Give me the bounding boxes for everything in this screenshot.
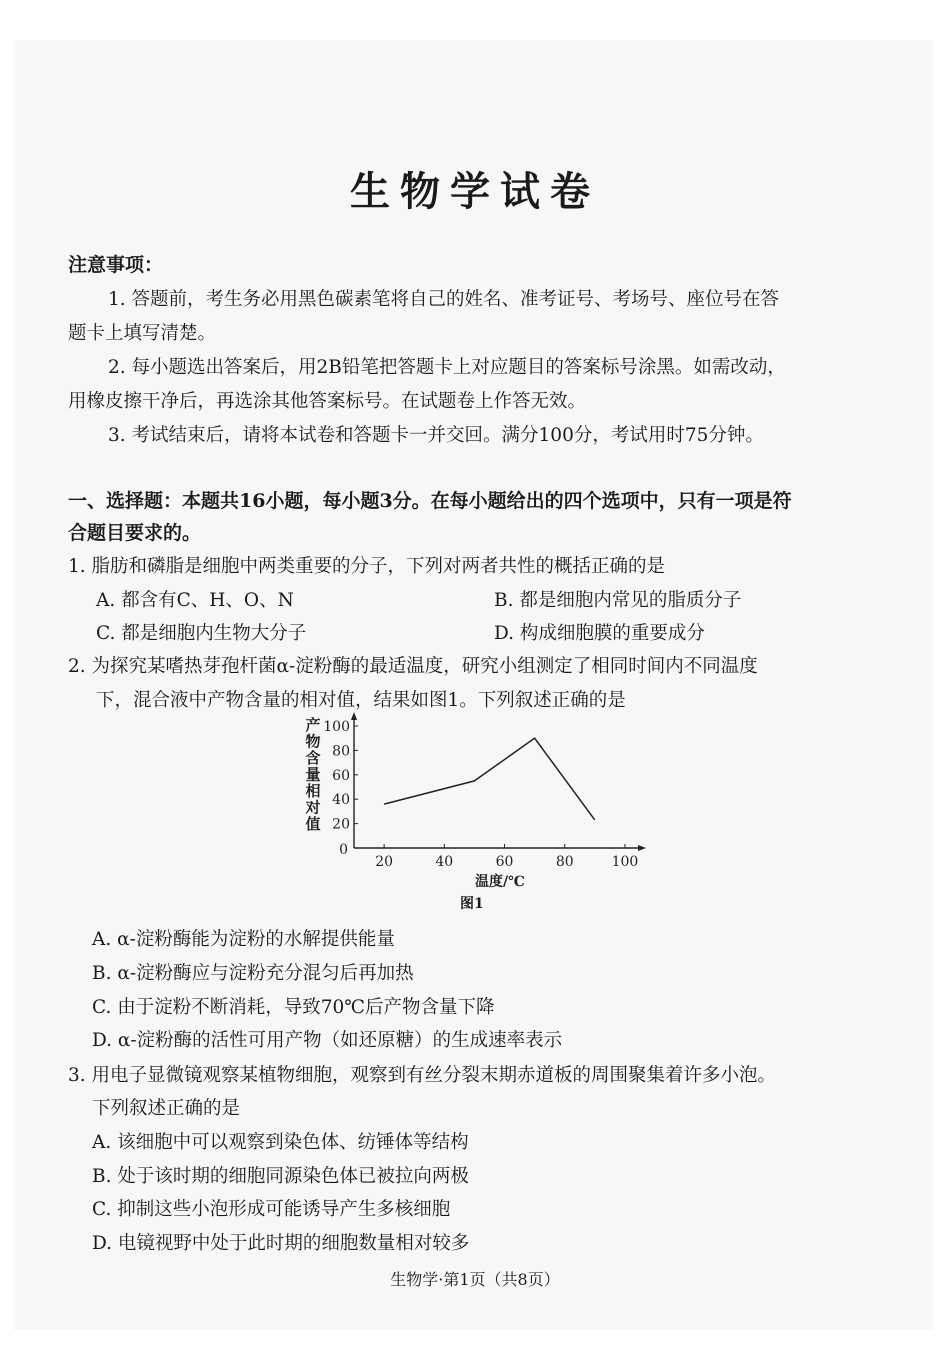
- y-tick-label: 20: [332, 816, 350, 833]
- x-axis-label: 温度/℃: [475, 874, 525, 890]
- x-tick-label: 100: [611, 854, 639, 870]
- q2-option-a: A. α-淀粉酶能为淀粉的水解提供能量: [92, 929, 395, 950]
- q3-option-d: D. 电镜视野中处于此时期的细胞数量相对较多: [92, 1233, 470, 1254]
- notice-item-2-line2: 用橡皮擦干净后，再选涂其他答案标号。在试题卷上作答无效。: [68, 391, 587, 412]
- origin-label: 0: [339, 842, 348, 858]
- notice-item-3: 3. 考试结束后，请将本试卷和答题卡一并交回。满分100分，考试用时75分钟。: [108, 425, 764, 446]
- y-tick-label: 80: [332, 743, 350, 760]
- y-axis-label-char: 物: [305, 732, 321, 751]
- q1-stem: 1. 脂肪和磷脂是细胞中两类重要的分子，下列对两者共性的概括正确的是: [68, 556, 666, 577]
- y-axis-arrow: [351, 712, 357, 720]
- notice-item-1-line2: 题卡上填写清楚。: [68, 323, 217, 344]
- q1-option-a: A. 都含有C、H、O、N: [96, 590, 294, 611]
- q1-option-d: D. 构成细胞膜的重要成分: [494, 623, 705, 644]
- x-tick-label: 40: [435, 854, 454, 870]
- y-axis-label-char: 量: [305, 765, 321, 784]
- y-tick-label: 100: [323, 719, 350, 735]
- y-axis-label-char: 对: [305, 798, 321, 817]
- x-tick-label: 60: [495, 854, 514, 870]
- figure-1-line-chart: [300, 712, 660, 892]
- section-heading-line2: 合题目要求的。: [68, 522, 202, 544]
- y-axis-label-char: 产: [305, 716, 321, 734]
- section-heading-line1: 一、选择题：本题共16小题，每小题3分。在每小题给出的四个选项中，只有一项是符: [68, 490, 792, 512]
- q1-option-c: C. 都是细胞内生物大分子: [96, 623, 307, 644]
- q2-stem-line2: 下，混合液中产物含量的相对值，结果如图1。下列叙述正确的是: [96, 690, 626, 711]
- notice-heading: 注意事项：: [68, 254, 164, 276]
- figure-caption: 图1: [460, 896, 484, 912]
- y-tick-label: 60: [332, 767, 350, 784]
- q3-option-a: A. 该细胞中可以观察到染色体、纺锤体等结构: [92, 1132, 469, 1153]
- q3-stem-line2: 下列叙述正确的是: [92, 1098, 241, 1119]
- y-axis-label-char: 相: [305, 782, 321, 800]
- y-axis-label-char: 含: [305, 749, 321, 767]
- q3-option-c: C. 抑制这些小泡形成可能诱导产生多核细胞: [92, 1199, 451, 1220]
- x-tick-label: 20: [375, 854, 394, 870]
- x-axis-arrow: [638, 845, 646, 851]
- q2-option-c: C. 由于淀粉不断消耗，导致70℃后产物含量下降: [92, 997, 495, 1018]
- series-line: [384, 738, 595, 820]
- q2-option-b: B. α-淀粉酶应与淀粉充分混匀后再加热: [92, 963, 414, 984]
- q2-stem-line1: 2. 为探究某嗜热芽孢杆菌α-淀粉酶的最适温度，研究小组测定了相同时间内不同温度: [68, 656, 758, 677]
- y-tick-label: 40: [332, 792, 350, 809]
- q1-option-b: B. 都是细胞内常见的脂质分子: [494, 590, 742, 611]
- page-title: 生物学试卷: [350, 168, 600, 215]
- notice-item-1-line1: 1. 答题前，考生务必用黑色碳素笔将自己的姓名、准考证号、考场号、座位号在答: [108, 289, 780, 310]
- notice-item-2-line1: 2. 每小题选出答案后，用2B铅笔把答题卡上对应题目的答案标号涂黑。如需改动，: [108, 357, 786, 378]
- x-tick-label: 80: [555, 854, 574, 870]
- page-footer: 生物学·第1页（共8页）: [390, 1270, 560, 1289]
- q2-option-d: D. α-淀粉酶的活性可用产物（如还原糖）的生成速率表示: [92, 1030, 563, 1051]
- q3-option-b: B. 处于该时期的细胞同源染色体已被拉向两极: [92, 1166, 469, 1187]
- q3-stem-line1: 3. 用电子显微镜观察某植物细胞，观察到有丝分裂末期赤道板的周围聚集着许多小泡。: [68, 1065, 777, 1086]
- y-axis-label-char: 值: [305, 815, 321, 833]
